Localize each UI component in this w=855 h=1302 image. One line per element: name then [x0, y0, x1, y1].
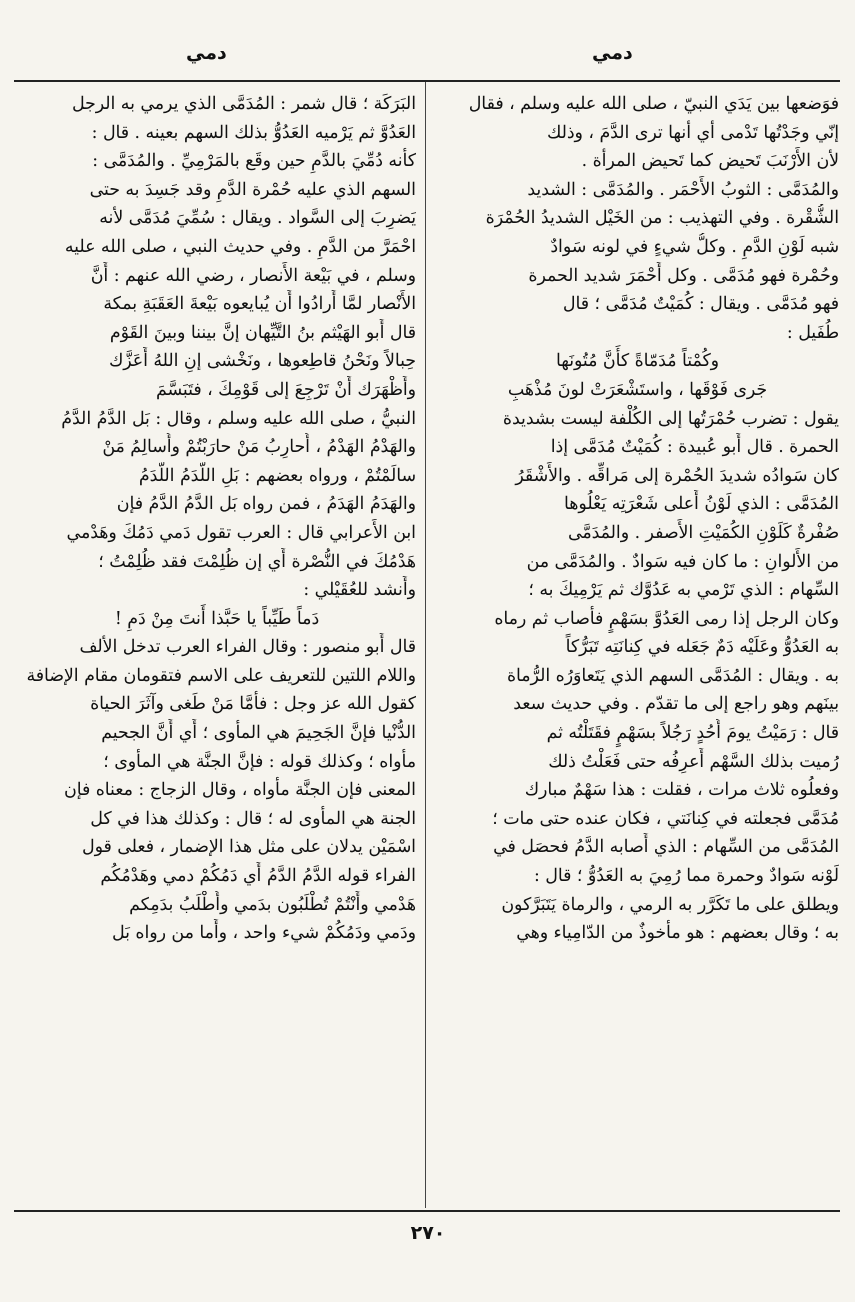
- text-line: وأَظْهَرَك أَنْ تَرْجِعَ إلى قَوْمِكَ ، فتَبَسَّمَ: [156, 379, 416, 400]
- text-line: كقول الله عز وجل : فأَمَّا مَنْ طَغى وآثَرَ الحياة: [90, 694, 416, 715]
- text-line: السهم الذي عليه حُمْرة الدَّمِ وقد جَسِدَ به حتى: [89, 179, 416, 200]
- text-line: والمُدَمَّى : الثوبُ الأَحْمَر . والمُدَمَّى : الشديد: [527, 179, 839, 200]
- text-line: إنّي وجَدْتُها تَدْمى أي أنها ترى الدَّمَ ، وذلك: [547, 122, 839, 143]
- text-line: اسْمَيْن يدلان على مثل هذا الإضمار ، فعلى قول: [82, 837, 416, 858]
- text-line: ابن الأَعرابي قال : العرب تقول دَمي دَمُكَ وهَدْمي: [66, 522, 416, 543]
- verse-line: وكُمْتاً مُدَمّاةً كأَنَّ مُتُونَها: [555, 351, 720, 372]
- text-line: وحُمْرة فهو مُدَمَّى . وكل أَحْمَرَ شديد الحمرة: [528, 265, 839, 286]
- text-line: الفراء قوله الدَّمُ الدَّمُ أَي دَمُكُمْ دمي وهَدْمُكُم: [100, 866, 416, 887]
- text-line: وفعلُوه ثلاث مرات ، فقلت : هذا سَهْمٌ مبارك: [524, 780, 839, 801]
- left-column: [18, 90, 416, 1205]
- text-line: حِبالاً ونَحْنُ قاطِعوها ، ونَخْشى إنِ اللهُ أَعَزَّك: [108, 351, 416, 372]
- running-header-right: دمي: [592, 42, 633, 64]
- text-line: والهَدَمُ الهَدَمُ ، فمن رواه بَل الدَّمُ الدَّمُ فإن: [116, 494, 416, 515]
- verse-line: دَماً طَيِّباً يا حَبَّذا أَنتَ مِنْ دَمِ !: [114, 608, 320, 629]
- text-line: من الأَلوانِ : ما كان فيه سَوادٌ . والمُدَمَّى من: [526, 551, 839, 572]
- text-line: هَدْمُكَ في النُّصْرة أَي إن ظُلِمْتَ فقد ظُلِمْتُ ؛: [98, 551, 416, 572]
- text-line: البَرَكَة ؛ قال شمر : المُدَمَّى الذي يرمي به الرجل: [71, 94, 416, 114]
- text-line: السِّهام : الذي تَرْمي به عَدُوَّك ثم يَرْمِيكَ به ؛: [528, 580, 839, 601]
- page-number: ٢٧٠: [410, 1222, 446, 1244]
- text-line: والهَدْمُ الهَدْمُ ، أُحارِبُ مَنْ حارَبْتُمْ وأُسالِمُ مَنْ: [102, 437, 416, 458]
- text-line: يَضرِبَ إلى السَّواد . ويقال : سُمِّيَ مُدَمَّى لأنه: [99, 208, 416, 229]
- text-line: لأن الأَرْنَبَ تَحيض كما تَحيض المرأة .: [581, 151, 839, 172]
- text-line: به العَدُوُّ وعَلَيْه دَمٌ جَعَله في كِنانَتِه تَبَرُّكاً: [565, 637, 839, 658]
- header-rule: [14, 80, 840, 82]
- text-line: به ؛ وقال بعضهم : هو مأْخوذٌ من الدّامِياء وهي: [516, 923, 839, 944]
- text-line: يقول : تضرب حُمْرَتُها إلى الكُلْفة ليست بشديدة: [502, 408, 839, 429]
- text-line: بينَهم وهو راجع إلى ما تقدّم . وفي حديث سعد: [513, 694, 839, 715]
- text-line: فهو مُدَمَّى . ويقال : كُمَيْتٌ مُدَمَّى ؛ قال: [562, 294, 839, 315]
- text-line: المُدَمَّى : الذي لَوْنُ أَعلى شَعْرَتِه يَعْلُوها: [564, 494, 839, 515]
- text-line: قال أَبو الهَيْثم بنُ التَّيِّهان إنَّ بيننا وبينَ القَوْم: [109, 322, 416, 343]
- text-line: الدُّنْيا فإنَّ الجَحِيمَ هي المأْوى ؛ أَي أَنَّ الجحيم: [101, 723, 416, 744]
- text-line: لَوْنه سَوادٌ وحمرة مما رُمِيَ به العَدُوُّ ؛ قال :: [533, 866, 839, 887]
- right-column: [436, 90, 839, 1205]
- text-line: وكان الرجل إذا رمى العَدُوَّ بسَهْمٍ فأَصاب ثم رماه: [494, 608, 839, 629]
- text-line: شبه لَوْنِ الدَّمِ . وكلُّ شيءٍ في لونه سَوادٌ: [550, 236, 839, 257]
- column-divider: [425, 82, 426, 1208]
- text-line: قال أَبو منصور : وقال الفراء العرب تدخل الألف: [79, 637, 416, 658]
- text-line: الشُّقْرة . وفي التهذيب : من الخَيْل الشديدُ الحُمْرَة: [485, 208, 839, 229]
- text-line: النبيُّ ، صلى الله عليه وسلم ، وقال : بَل الدَّمُ الدَّمُ: [61, 408, 416, 429]
- text-line: المُدَمَّى من السِّهام : الذي أَصابه الدَّمُ فحصَل في: [493, 837, 839, 858]
- text-line: وأَنشد للعُقَيْلي :: [303, 580, 416, 601]
- text-line: الأَنْصار لمَّا أَرادُوا أَن يُبايعوه بَيْعةَ العَقَبَةِ بمكة: [103, 294, 416, 315]
- verse-line: جَرى فَوْقَها ، واستَشْعَرَتْ لونَ مُذْهَبِ: [507, 379, 768, 400]
- text-line: احْمَرَّ من الدَّمِ . وفي حديث النبي ، صلى الله عليه: [64, 236, 416, 257]
- text-line: وسلم ، في بَيْعة الأَنصار ، رضي الله عنهم : أَنَّ: [90, 265, 416, 286]
- text-line: ويطلق على ما تَكَرَّر به الرمي ، والرماة يَتَبَرَّكون: [501, 894, 839, 915]
- text-line: هَدْمي وأَنْتُمْ تُطْلَبُون بدَمي وأُطْلَبُ بدَمِكم: [129, 894, 416, 915]
- text-line: واللام اللتين للتعريف على الاسم فتقومان مقام الإضافة: [26, 665, 416, 686]
- text-line: مأْواه ؛ وكذلك قوله : فإنَّ الجنَّة هي المأْوى ؛: [103, 751, 416, 772]
- text-line: طُفَيل :: [786, 322, 839, 343]
- text-line: العَدُوَّ ثم يَرْميه العَدُوُّ بذلك السهم بعينه . قال :: [91, 122, 416, 143]
- text-line: به . ويقال : المُدَمَّى السهم الذي يَتَعاوَرُه الرُّماة: [506, 665, 839, 686]
- footer-rule: [14, 1210, 840, 1212]
- text-line: الجنة هي المأْوى له ؛ قال : وكذلك هذا في كل: [90, 808, 416, 829]
- text-line: كان سَوادُه شديدَ الحُمْرة إلى مَراقِّه . والأَشْقَرُ: [515, 465, 839, 486]
- text-line: المعنى فإن الجنَّة مأْواه ، وقال الزجاج : معناه فإن: [64, 780, 416, 801]
- text-line: ودَمي ودَمُكُمْ شيء واحد ، وأَما من رواه بَل: [112, 923, 416, 944]
- text-line: رُميت بذلك السَّهْم أَعرِفُه حتى فَعَلْتُ ذلك: [548, 751, 839, 772]
- text-line: قال : رَمَيْتُ يومَ أُحُدٍ رَجُلاً بسَهْمٍ فقَتَلْتُه ثم: [546, 723, 839, 744]
- text-line: صُفْرةٌ كَلَوْنِ الكُمَيْتِ الأَصفر . والمُدَمَّى: [567, 522, 839, 543]
- text-line: فوَضعها بين يَدَي النبيّ ، صلى الله عليه وسلم ، فقال: [468, 94, 839, 114]
- text-line: سالَمْتُمْ ، ورواه بعضهم : بَلِ اللَّدَمُ اللَّدَمُ: [138, 465, 416, 486]
- text-line: الحمرة . قال أَبو عُبيدة : كُمَيْتٌ مُدَمَّى إذا: [550, 437, 839, 458]
- running-header-left: دمي: [186, 42, 227, 64]
- text-line: مُدَمَّى فجعلته في كِنانَتي ، فكان عنده حتى مات ؛: [492, 808, 839, 829]
- text-line: كأنه دُمِّيَ بالدَّمِ حين وقَع بالمَرْمِيِّ . والمُدَمَّى :: [92, 151, 416, 172]
